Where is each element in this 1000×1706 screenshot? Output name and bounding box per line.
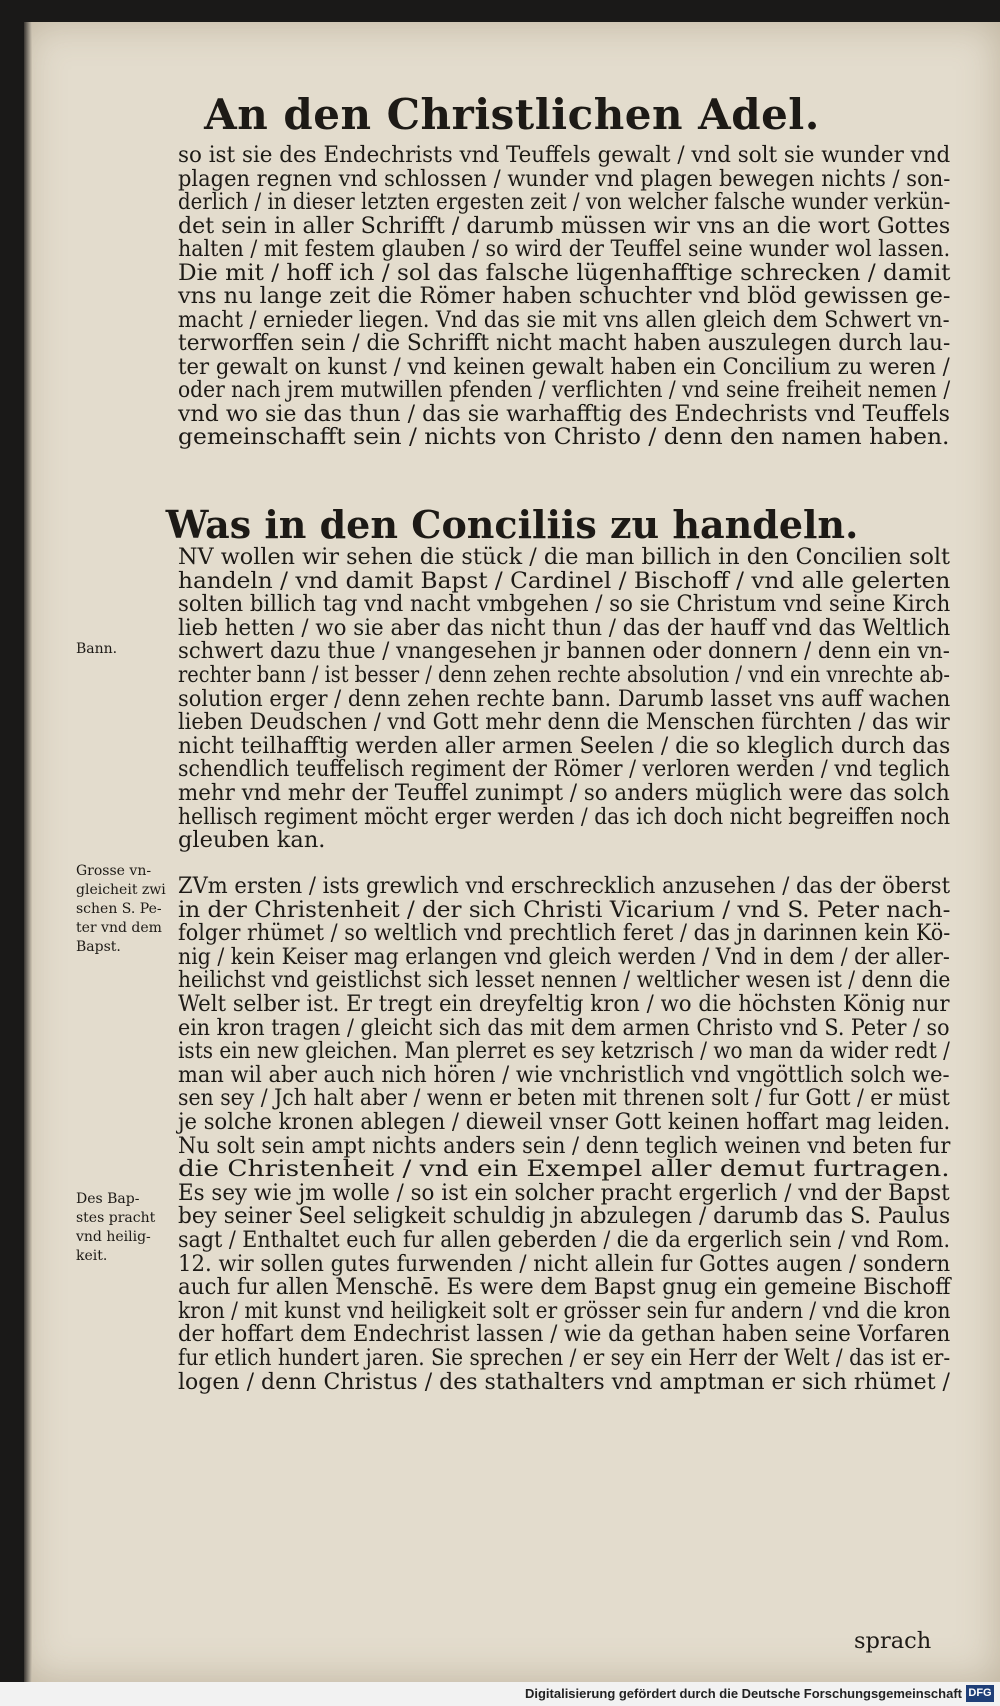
text-line: in der Christenheit / der sich Christi Vicarium / vnd S. Peter nach- — [178, 896, 951, 923]
text-line: solten billich tag vnd nacht vmbgehen / so sie Christum vnd seine Kirch — [178, 591, 951, 618]
text-line: hellisch regiment möcht erger werden / das ich doch nicht begreiffen noch — [178, 803, 951, 830]
text-line: die Christenheit / vnd ein Exempel aller demut furtragen. — [178, 1156, 950, 1183]
text-line: ein kron tragen / gleicht sich das mit dem armen Christo vnd S. Peter / so — [178, 1014, 950, 1041]
text-line: nig / kein Keiser mag erlangen vnd gleich werden / Vnd in dem / der aller- — [178, 943, 950, 970]
footer-bar — [0, 1682, 1000, 1706]
text-line: kron / mit kunst vnd heiligkeit solt er grösser sein fur andern / vnd die kron — [178, 1297, 951, 1324]
text-line: der hoffart dem Endechrist lassen / wie da gethan haben seine Vorfaren — [178, 1321, 951, 1348]
text-line: lieb hetten / wo sie aber das nicht thun / das der hauff vnd das Weltlich — [178, 614, 951, 641]
text-line: vnd wo sie das thun / das sie warhafftig des Endechrists vnd Teuffels — [178, 400, 950, 427]
text-line: terworffen sein / die Schrifft nicht macht haben auszulegen durch lau- — [178, 330, 951, 356]
text-line: solution erger / denn zehen rechte bann. Darumb lasset vns auff wachen — [178, 685, 951, 712]
text-line: NV wollen wir sehen die stück / die man billich in den Concilien solt — [178, 544, 951, 570]
text-line: derlich / in dieser letzten ergesten zeit / von welcher falsche wunder verkün- — [178, 189, 951, 215]
text-line: Nu solt sein ampt nichts anders sein / denn teglich weinen vnd beten fur — [178, 1132, 951, 1159]
text-line: oder nach jrem mutwillen pfenden / verflichten / vnd seine freiheit nemen / — [178, 377, 951, 403]
text-line: sen sey / Jch halt aber / wenn er beten mit threnen solt / fur Gott / er müst — [178, 1085, 950, 1112]
margin-note-grosse-vngleicheit: Grosse vn- gleicheit zwi schen S. Pe- ter vnd dem Bapst. — [76, 863, 166, 955]
text-line: 12. wir sollen gutes furwenden / nicht allein fur Gottes augen / sondern — [178, 1250, 951, 1277]
document-page — [24, 22, 1000, 1682]
text-line: logen / denn Christus / des stathalters vnd amptman er sich rhümet / — [178, 1368, 950, 1395]
text-line: schendlich teuffelisch regiment der Römer / verloren werden / vnd teglich — [178, 756, 950, 783]
text-line: schwert dazu thue / vnangesehen jr bannen oder donnern / denn ein vn- — [178, 638, 950, 665]
text-line: ter gewalt on kunst / vnd keinen gewalt haben ein Concilium zu weren / — [178, 353, 950, 380]
text-line: folger rhümet / so weltlich vnd prechtlich feret / das jn darinnen kein Kö- — [178, 920, 951, 947]
section-title: Was in den Conciliis zu handeln. — [165, 502, 859, 547]
text-line: heilichst vnd geistlichst sich lesset nennen / weltlicher wesen ist / denn die — [178, 967, 951, 994]
text-line: vns nu lange zeit die Römer haben schuchter vnd blöd gewissen ge- — [178, 283, 951, 309]
margin-note-bann: Bann. — [76, 641, 118, 657]
text-line: rechter bann / ist besser / denn zehen rechte absolution / vnd ein vnrechte ab- — [178, 662, 950, 688]
text-line: fur etlich hundert jaren. Sie sprechen / er sey ein Herr der Welt / das ist er- — [178, 1345, 951, 1371]
text-line: halten / mit festem glauben / so wird der Teuffel seine wunder wol lassen. — [178, 236, 951, 262]
text-line: gleuben kan. — [178, 827, 326, 854]
text-line: auch fur allen Menschē. Es were dem Bapst gnug ein gemeine Bischoff — [178, 1274, 951, 1301]
margin-note-bapstes-pracht: Des Bap- stes pracht vnd heilig- keit. — [76, 1191, 156, 1264]
text-line: ZVm ersten / ists grewlich vnd erschrecklich anzusehen / das der öberst — [178, 873, 951, 899]
text-line: sagt / Enthaltet euch fur allen geberden / die da ergerlich sein / vnd Rom. — [178, 1227, 951, 1253]
dfg-logo: DFG — [966, 1685, 994, 1702]
running-header: An den Christlichen Adel. — [204, 90, 820, 139]
text-line: Die mit / hoff ich / sol das falsche lügenhafftige schrecken / damit — [178, 259, 951, 286]
catchword: sprach — [854, 1628, 932, 1654]
text-line: mehr vnd mehr der Teuffel zunimpt / so anders müglich were das solch — [178, 780, 950, 806]
text-line: Welt selber ist. Er tregt ein dreyfeltig kron / wo die höchsten König nur — [178, 991, 950, 1017]
footer-credit: Digitalisierung gefördert durch die Deutsche Forschungsgemeinschaft — [524, 1686, 962, 1701]
text-line: so ist sie des Endechrists vnd Teuffels gewalt / vnd solt sie wunder vnd — [178, 142, 951, 168]
text-line: bey seiner Seel seligkeit schuldig jn abzulegen / darumb das S. Paulus — [178, 1203, 951, 1230]
text-line: det sein in aller Schrifft / darumb müssen wir vns an die wort Gottes — [178, 212, 951, 239]
text-line: plagen regnen vnd schlossen / wunder vnd plagen bewegen nichts / son- — [178, 165, 951, 192]
text-line: man wil aber auch nich hören / wie vnchristlich vnd vngöttlich solch we- — [178, 1061, 950, 1088]
text-line: macht / ernieder liegen. Vnd das sie mit vns allen gleich dem Schwert vn- — [178, 306, 950, 333]
text-line: gemeinschafft sein / nichts von Christo / denn den namen haben. — [178, 424, 950, 450]
text-line: Es sey wie jm wolle / so ist ein solcher pracht ergerlich / vnd der Bapst — [178, 1179, 950, 1206]
text-line: handeln / vnd damit Bapst / Cardinel / Bischoff / vnd alle gelerten — [178, 567, 951, 594]
text-line: lieben Deudschen / vnd Gott mehr denn die Menschen fürchten / das wir — [178, 709, 950, 736]
text-line: ists ein new gleichen. Man plerret es sey ketzrisch / wo man da wider redt / — [178, 1038, 950, 1065]
text-line: nicht teilhafftig werden aller armen Seelen / die so kleglich durch das — [178, 732, 951, 759]
text-line: je solche kronen ablegen / dieweil vnser Gott keinen hoffart mag leiden. — [178, 1109, 951, 1135]
